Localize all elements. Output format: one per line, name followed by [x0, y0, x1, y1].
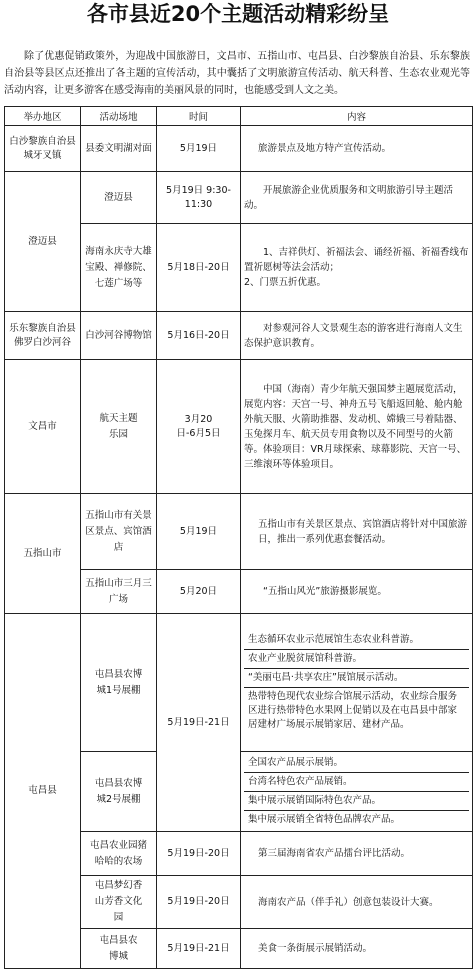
- content-text: 1、吉祥供灯、祈福法会、诵经祈福、祈福香线布置祈愿树等法会活动； 2、门票五折优惠。: [244, 247, 469, 288]
- venue-text: 屯昌农业园猪哈哈的农场: [89, 839, 147, 867]
- venue-text: 屯昌县农博城1号展棚: [94, 668, 143, 696]
- region-cell: 乐东黎族自治县佛罗白沙河谷: [5, 312, 81, 360]
- content-text: 五指山市有关景区景点、宾馆酒店将针对中国旅游日，推出一系列优惠套餐活动。: [258, 518, 468, 545]
- content-text: 海南农产品（伴手礼）创意包装设计大赛。: [258, 896, 439, 908]
- venue-cell: [81, 614, 157, 752]
- content-text: 对参观河谷人文景观生态的游客进行海南人文生态保护意识教育。: [244, 322, 463, 349]
- content-item: 生态循环农业示范展馆生态农业科普游。: [244, 631, 469, 650]
- time-cell: 5月16日-20日: [157, 312, 241, 360]
- content-item: 全国农产品展示展销。: [244, 754, 469, 773]
- region-cell: 白沙黎族自治县城牙叉镇: [5, 126, 81, 172]
- table-row: [5, 126, 473, 172]
- region-cell: 屯昌县: [5, 614, 81, 969]
- venue-cell: 五指山市三月三广场: [81, 570, 157, 614]
- table-header-row: [5, 107, 473, 126]
- content-cell: [241, 832, 473, 876]
- table-row: [5, 494, 473, 570]
- content-text: 开展旅游企业优质服务和文明旅游引导主题活动。: [244, 184, 454, 211]
- content-item: 台湾名特色农产品展销。: [244, 773, 469, 792]
- table-row: [5, 312, 473, 360]
- content-cell: [241, 172, 473, 224]
- content-cell: [241, 360, 473, 494]
- content-item: “美丽屯昌·共享农庄”展馆展示活动。: [244, 669, 469, 688]
- time-cell: [157, 360, 241, 494]
- content-item: 热带特色现代农业综合馆展示活动，农业综合服务区进行热带特色水果网上促销以及在屯昌县中部家居建材广场展示展销家居、建材产品。: [248, 691, 458, 730]
- venue-cell: [81, 752, 157, 832]
- content-text: “五指山风光”旅游摄影展览。: [263, 586, 387, 597]
- content-cell: [241, 929, 473, 969]
- venue-cell: 海南永庆寺大雄宝殿、禅修院、七莲广场等: [81, 224, 157, 312]
- content-cell: [241, 570, 473, 614]
- content-text: 中国（海南）青少年航天强国梦主题展览活动，展览内容：天宫一号、神舟五号飞船返回舱、舱内舱外航天服、火箭助推器、发动机、嫦娥三号着陆器、玉兔探月车、航天员专用食物以及不同型号的火箭等。体验项目：VR月球探索、球幕影院、天宫一号、三维滚环等体验项目。: [244, 383, 467, 470]
- venue-cell: [81, 876, 157, 929]
- venue-cell: [81, 360, 157, 494]
- header-content: 内容: [241, 107, 473, 126]
- venue-text: 航天主题乐园: [99, 412, 138, 440]
- region-cell: 澄迈县: [5, 172, 81, 312]
- table-row: [5, 614, 473, 752]
- content-cell: [241, 876, 473, 929]
- content-item: 集中展示展销国际特色农产品。: [244, 792, 469, 811]
- venue-cell: 县委文明湖对面: [81, 126, 157, 172]
- time-cell: 5月19日: [157, 126, 241, 172]
- header-time: 时间: [157, 107, 241, 126]
- time-cell: 5月19日-21日: [157, 929, 241, 969]
- content-text: 旅游景点及地方特产宣传活动。: [258, 143, 392, 154]
- page-title: 各市县近20个主题活动精彩纷呈: [86, 2, 390, 26]
- content-item: 农业产业脱贫展馆科普游。: [244, 650, 469, 669]
- content-text: 美食一条街展示展销活动。: [258, 943, 373, 954]
- content-cell: [241, 126, 473, 172]
- time-text: 5月19日 9:30-11:30: [166, 184, 231, 210]
- table-row: [5, 172, 473, 224]
- time-cell: 5月19日: [157, 494, 241, 570]
- time-cell: [157, 172, 241, 224]
- content-cell: [241, 312, 473, 360]
- content-cell: [241, 494, 473, 570]
- events-table: [4, 106, 473, 969]
- venue-cell: 白沙河谷博物馆: [81, 312, 157, 360]
- content-item: 集中展示展销全省特色品牌农产品。: [248, 814, 401, 825]
- table-row: [5, 360, 473, 494]
- content-cell: [241, 614, 473, 752]
- venue-cell: 澄迈县: [81, 172, 157, 224]
- time-cell: 5月18日-20日: [157, 224, 241, 312]
- venue-cell: [81, 832, 157, 876]
- time-cell: 5月19日-20日: [157, 832, 241, 876]
- time-cell: 5月19日-20日: [157, 876, 241, 929]
- venue-text: 屯昌梦幻香山芳香文化园: [94, 880, 143, 923]
- venue-cell: 五指山市有关景区景点、宾馆酒店: [81, 494, 157, 570]
- content-cell: [241, 224, 473, 312]
- venue-cell: [81, 929, 157, 969]
- intro-paragraph: 除了优惠促销政策外，为迎战中国旅游日，文昌市、五指山市、屯昌县、白沙黎族自治县、乐东黎族自治县等县区点还推出了各主题的宣传活动，其中囊括了文明旅游宣传活动、航天科普、生态农业观光等活动内容，让更多游客在感受海南的美丽风景的同时，也能感受到人文之美。: [4, 51, 470, 96]
- content-text: 第三届海南省农产品擂台评比活动。: [258, 848, 411, 859]
- venue-text: 屯昌县农博城2号展棚: [94, 777, 143, 805]
- time-cell: 5月19日-21日: [157, 614, 241, 832]
- content-cell: [241, 752, 473, 832]
- region-cell: 文昌市: [5, 360, 81, 494]
- header-venue: 活动场地: [81, 107, 157, 126]
- time-text: 3月20日-6月5日: [176, 413, 221, 439]
- header-region: 举办地区: [5, 107, 81, 126]
- region-cell: 五指山市: [5, 494, 81, 614]
- time-cell: 5月20日: [157, 570, 241, 614]
- venue-text: 屯昌县农博城: [99, 934, 138, 962]
